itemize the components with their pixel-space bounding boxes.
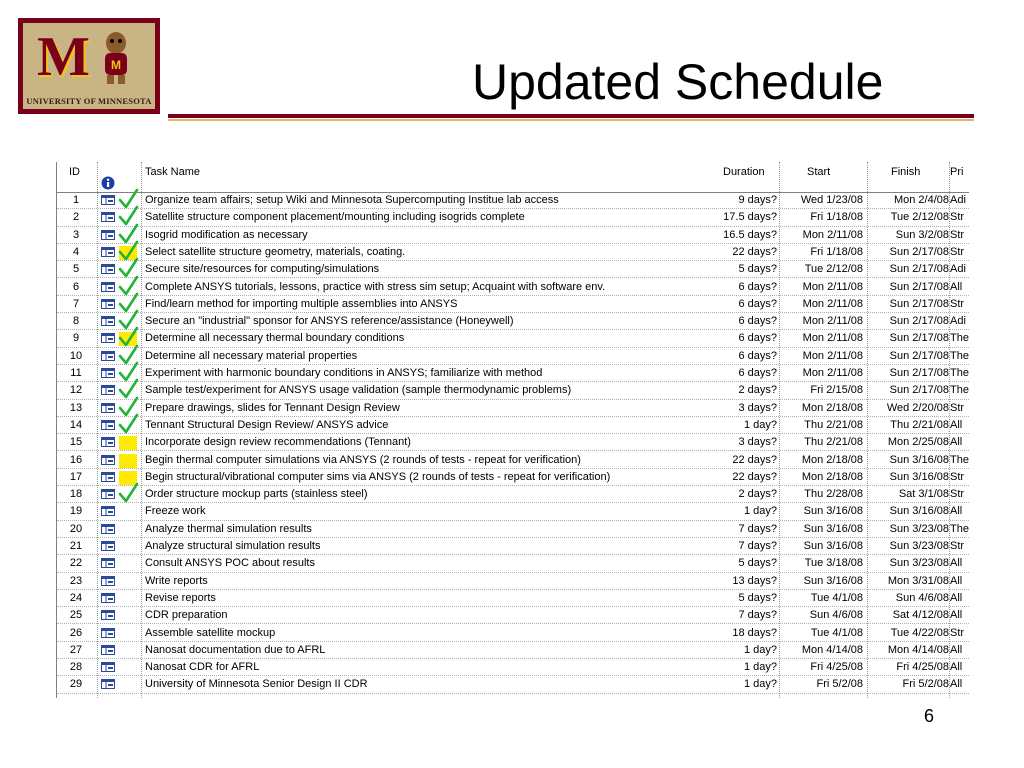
checkmark-icon — [117, 482, 139, 504]
task-duration: 7 days? — [738, 540, 777, 552]
task-name: CDR preparation — [145, 609, 228, 622]
task-duration: 7 days? — [738, 609, 777, 622]
task-duration: 6 days? — [738, 349, 777, 362]
task-start: Sun 3/16/08 — [803, 540, 863, 552]
task-priority: All — [950, 280, 963, 293]
header-priority: Pri — [950, 166, 964, 178]
task-finish: Sun 2/17/08 — [889, 315, 949, 328]
task-finish: Sun 2/17/08 — [889, 367, 949, 379]
table-row — [57, 279, 969, 296]
checkmark-icon — [117, 413, 139, 435]
task-table-icon — [101, 593, 115, 603]
task-priority: Str — [950, 245, 965, 258]
task-id: 28 — [69, 661, 83, 674]
task-finish: Mon 2/25/08 — [887, 436, 949, 449]
task-priority: The — [950, 367, 969, 379]
task-table-icon — [101, 385, 115, 395]
task-name: Begin thermal computer simulations via ANSYS (2 rounds of tests - repeat for verification) — [145, 453, 581, 466]
task-duration: 5 days? — [738, 263, 777, 276]
task-duration: 6 days? — [738, 367, 777, 379]
task-table-icon — [101, 576, 115, 586]
table-row — [57, 417, 969, 434]
title-divider — [168, 114, 974, 118]
task-table-icon — [101, 437, 115, 447]
task-priority: The — [950, 522, 969, 535]
task-id: 9 — [72, 332, 80, 345]
task-id: 1 — [72, 194, 80, 206]
task-duration: 3 days? — [738, 436, 777, 449]
logo-text: UNIVERSITY OF MINNESOTA — [26, 96, 152, 106]
task-finish: Sun 3/23/08 — [889, 522, 949, 535]
task-start: Mon 2/18/08 — [801, 470, 863, 483]
task-duration: 1 day? — [743, 678, 777, 691]
task-duration: 1 day? — [743, 643, 777, 656]
task-finish: Wed 2/20/08 — [886, 401, 949, 414]
task-priority: All — [950, 591, 963, 604]
task-start: Thu 2/21/08 — [804, 418, 863, 431]
task-duration: 9 days? — [738, 194, 777, 206]
task-table-icon — [101, 558, 115, 568]
task-table-icon — [101, 506, 115, 516]
task-duration: 3 days? — [738, 401, 777, 414]
task-id: 16 — [69, 453, 83, 466]
task-id: 17 — [69, 470, 83, 483]
table-row — [57, 642, 969, 659]
task-priority: Str — [950, 228, 965, 241]
task-priority: All — [950, 661, 963, 674]
task-start: Sun 3/16/08 — [803, 522, 863, 535]
task-start: Tue 4/1/08 — [810, 626, 863, 639]
task-finish: Sun 2/17/08 — [889, 263, 949, 276]
table-row — [57, 330, 969, 347]
table-row — [57, 296, 969, 313]
table-row — [57, 503, 969, 520]
in-progress-marker — [119, 454, 137, 468]
task-start: Mon 2/18/08 — [801, 453, 863, 466]
task-name: Assemble satellite mockup — [145, 626, 276, 639]
task-id: 7 — [72, 297, 80, 310]
task-finish: Fri 5/2/08 — [902, 678, 949, 691]
table-row — [57, 676, 969, 693]
task-name: Satellite structure component placement/mounting including isogrids complete — [145, 211, 525, 224]
table-row — [57, 434, 969, 451]
task-priority: Str — [950, 401, 965, 414]
schedule-table — [56, 162, 969, 698]
task-finish: Sun 3/23/08 — [889, 540, 949, 552]
task-start: Mon 2/11/08 — [802, 349, 863, 362]
task-duration: 6 days? — [738, 297, 777, 310]
task-duration: 22 days? — [732, 470, 777, 483]
task-name: Sample test/experiment for ANSYS usage validation (sample thermodynamic problems) — [145, 384, 572, 397]
task-name: Experiment with harmonic boundary conditions in ANSYS; familiarize with method — [145, 367, 543, 379]
task-start: Tue 2/12/08 — [804, 263, 863, 276]
task-start: Mon 2/11/08 — [802, 367, 863, 379]
task-priority: The — [950, 332, 969, 345]
task-table-icon — [101, 679, 115, 689]
task-id: 8 — [72, 315, 80, 328]
task-start: Sun 3/16/08 — [803, 574, 863, 587]
task-priority: Str — [950, 626, 965, 639]
task-finish: Tue 4/22/08 — [890, 626, 949, 639]
task-table-icon — [101, 264, 115, 274]
task-priority: Str — [950, 470, 965, 483]
task-duration: 22 days? — [732, 245, 777, 258]
task-priority: Str — [950, 211, 965, 224]
task-finish: Thu 2/21/08 — [890, 418, 949, 431]
task-duration: 18 days? — [732, 626, 777, 639]
table-row — [57, 590, 969, 607]
task-start: Thu 2/21/08 — [804, 436, 863, 449]
table-row — [57, 538, 969, 555]
task-duration: 1 day? — [743, 418, 777, 431]
svg-text:M: M — [111, 58, 121, 72]
task-priority: All — [950, 418, 963, 431]
task-duration: 1 day? — [743, 505, 777, 518]
task-name: Isogrid modification as necessary — [145, 228, 308, 241]
table-row — [57, 521, 969, 538]
task-duration: 13 days? — [732, 574, 777, 587]
task-duration: 2 days? — [738, 384, 777, 397]
task-start: Mon 4/14/08 — [801, 643, 863, 656]
task-finish: Sun 2/17/08 — [889, 332, 949, 345]
task-start: Fri 2/15/08 — [810, 384, 863, 397]
task-table-icon — [101, 645, 115, 655]
task-name: Nanosat CDR for AFRL — [145, 661, 260, 674]
task-start: Fri 1/18/08 — [810, 211, 863, 224]
task-table-icon — [101, 420, 115, 430]
task-duration: 16.5 days? — [723, 228, 777, 241]
task-name: Incorporate design review recommendations (Tennant) — [145, 436, 411, 449]
table-row — [57, 469, 969, 486]
task-start: Fri 1/18/08 — [810, 245, 863, 258]
task-start: Mon 2/18/08 — [801, 401, 863, 414]
task-duration: 2 days? — [738, 488, 777, 501]
task-finish: Mon 3/31/08 — [887, 574, 949, 587]
task-priority: Adi — [950, 263, 966, 276]
task-name: Consult ANSYS POC about results — [145, 557, 315, 570]
task-start: Mon 2/11/08 — [802, 228, 863, 241]
table-header — [57, 162, 969, 192]
task-duration: 5 days? — [738, 591, 777, 604]
header-finish: Finish — [891, 166, 921, 178]
task-finish: Tue 2/12/08 — [890, 211, 949, 224]
task-table-icon — [101, 610, 115, 620]
task-finish: Fri 4/25/08 — [896, 661, 949, 674]
task-priority: The — [950, 384, 969, 397]
task-table-icon — [101, 472, 115, 482]
task-id: 5 — [72, 263, 80, 276]
task-id: 2 — [72, 211, 80, 224]
task-finish: Sun 3/16/08 — [889, 505, 949, 518]
task-id: 18 — [69, 488, 83, 501]
task-name: Order structure mockup parts (stainless steel) — [145, 488, 368, 501]
in-progress-marker — [119, 436, 137, 450]
task-start: Sun 3/16/08 — [803, 505, 863, 518]
task-id: 12 — [69, 384, 83, 397]
task-priority: All — [950, 643, 963, 656]
task-priority: All — [950, 678, 963, 691]
maroon-m-icon: M — [37, 26, 84, 88]
task-id: 3 — [72, 228, 80, 241]
task-start: Fri 5/2/08 — [816, 678, 863, 691]
task-name: Find/learn method for importing multiple assemblies into ANSYS — [145, 297, 458, 310]
table-row — [57, 227, 969, 244]
task-name: Secure an "industrial" sponsor for ANSYS reference/assistance (Honeywell) — [145, 315, 514, 328]
task-name: Determine all necessary thermal boundary conditions — [145, 332, 405, 345]
task-priority: All — [950, 557, 963, 570]
task-id: 26 — [69, 626, 83, 639]
task-name: Complete ANSYS tutorials, lessons, practice with stress sim setup; Acquaint with software env. — [145, 280, 606, 293]
task-finish: Sun 2/17/08 — [889, 280, 949, 293]
table-row — [57, 209, 969, 226]
task-start: Tue 3/18/08 — [804, 557, 863, 570]
task-table-icon — [101, 628, 115, 638]
page-number: 6 — [924, 706, 935, 726]
task-name: Select satellite structure geometry, materials, coating. — [145, 245, 406, 258]
task-priority: Str — [950, 540, 965, 552]
task-name: University of Minnesota Senior Design II CDR — [145, 678, 368, 691]
task-priority: All — [950, 436, 963, 449]
task-finish: Sun 3/23/08 — [889, 557, 949, 570]
task-id: 10 — [69, 349, 83, 362]
header-id: ID — [69, 166, 80, 178]
header-start: Start — [807, 166, 831, 178]
header-task-name: Task Name — [145, 166, 201, 178]
task-duration: 1 day? — [743, 661, 777, 674]
table-row — [57, 486, 969, 503]
task-name: Determine all necessary material properties — [145, 349, 358, 362]
task-duration: 22 days? — [732, 453, 777, 466]
task-name: Nanosat documentation due to AFRL — [145, 643, 326, 656]
task-priority: Adi — [950, 315, 966, 328]
table-row — [57, 382, 969, 399]
task-start: Tue 4/1/08 — [810, 591, 863, 604]
task-finish: Sat 3/1/08 — [898, 488, 949, 501]
task-name: Analyze thermal simulation results — [145, 522, 312, 535]
task-table-icon — [101, 299, 115, 309]
table-row — [57, 244, 969, 261]
task-finish: Mon 2/4/08 — [893, 194, 949, 206]
task-table-icon — [101, 212, 115, 222]
task-finish: Sun 2/17/08 — [889, 245, 949, 258]
task-priority: All — [950, 505, 963, 518]
table-row — [57, 625, 969, 642]
task-id: 29 — [69, 678, 83, 691]
task-name: Begin structural/vibrational computer sims via ANSYS (2 rounds of tests - repeat for verification) — [145, 470, 611, 483]
task-duration: 17.5 days? — [723, 211, 777, 224]
task-start: Thu 2/28/08 — [804, 488, 863, 501]
task-duration: 6 days? — [738, 332, 777, 345]
task-finish: Sun 2/17/08 — [889, 297, 949, 310]
task-name: Prepare drawings, slides for Tennant Design Review — [145, 401, 400, 414]
task-table-icon — [101, 247, 115, 257]
task-table-icon — [101, 541, 115, 551]
gopher-mascot-icon — [95, 29, 137, 85]
task-table-icon — [101, 489, 115, 499]
task-priority: The — [950, 349, 969, 362]
task-name: Secure site/resources for computing/simulations — [145, 263, 380, 276]
title-divider-accent — [168, 119, 974, 121]
task-name: Freeze work — [145, 505, 206, 518]
task-table-icon — [101, 351, 115, 361]
task-table-icon — [101, 662, 115, 672]
task-priority: The — [950, 453, 969, 466]
table-row — [57, 400, 969, 417]
task-id: 6 — [72, 280, 80, 293]
task-priority: Str — [950, 488, 965, 501]
task-start: Fri 4/25/08 — [810, 661, 863, 674]
task-id: 22 — [69, 557, 83, 570]
task-table-icon — [101, 282, 115, 292]
task-finish: Sun 3/16/08 — [889, 470, 949, 483]
table-row — [57, 555, 969, 572]
task-id: 27 — [69, 643, 83, 656]
task-start: Mon 2/11/08 — [802, 280, 863, 293]
task-id: 24 — [69, 591, 83, 604]
task-finish: Sun 3/16/08 — [889, 453, 949, 466]
task-start: Wed 1/23/08 — [800, 194, 863, 206]
task-duration: 5 days? — [738, 557, 777, 570]
task-finish: Mon 4/14/08 — [887, 643, 949, 656]
table-row — [57, 365, 969, 382]
slide-title: Updated Schedule — [472, 54, 884, 110]
task-table-icon — [101, 333, 115, 343]
table-row — [57, 452, 969, 469]
task-finish: Sat 4/12/08 — [892, 609, 949, 622]
task-start: Mon 2/11/08 — [802, 315, 863, 328]
table-row — [57, 348, 969, 365]
table-row — [57, 659, 969, 676]
task-name: Tennant Structural Design Review/ ANSYS advice — [145, 418, 389, 431]
task-name: Organize team affairs; setup Wiki and Minnesota Supercomputing Institue lab access — [145, 194, 559, 206]
task-table-icon — [101, 230, 115, 240]
logo-panel — [21, 21, 157, 111]
task-table-icon — [101, 455, 115, 465]
task-start: Mon 2/11/08 — [802, 332, 863, 345]
task-table-icon — [101, 368, 115, 378]
task-priority: Str — [950, 297, 965, 310]
task-start: Sun 4/6/08 — [809, 609, 863, 622]
task-priority: All — [950, 609, 963, 622]
task-table-icon — [101, 195, 115, 205]
task-duration: 7 days? — [738, 522, 777, 535]
university-logo — [18, 18, 160, 114]
task-finish: Sun 2/17/08 — [889, 349, 949, 362]
task-id: 20 — [69, 522, 83, 535]
task-id: 21 — [69, 540, 83, 552]
task-id: 4 — [72, 245, 80, 258]
task-duration: 6 days? — [738, 315, 777, 328]
info-icon — [101, 176, 115, 190]
task-name: Revise reports — [145, 591, 216, 604]
task-finish: Sun 3/2/08 — [895, 228, 949, 241]
table-row — [57, 261, 969, 278]
task-table-icon — [101, 524, 115, 534]
task-id: 14 — [69, 418, 83, 431]
task-id: 15 — [69, 436, 83, 449]
table-row — [57, 313, 969, 330]
header-duration: Duration — [723, 166, 765, 178]
task-start: Mon 2/11/08 — [802, 297, 863, 310]
task-finish: Sun 2/17/08 — [889, 384, 949, 397]
task-name: Analyze structural simulation results — [145, 540, 321, 552]
task-id: 11 — [70, 367, 82, 379]
task-name: Write reports — [145, 574, 208, 587]
table-row — [57, 607, 969, 624]
table-row — [57, 192, 969, 209]
task-table-icon — [101, 316, 115, 326]
task-id: 23 — [69, 574, 83, 587]
task-priority: Adi — [950, 194, 966, 206]
task-finish: Sun 4/6/08 — [895, 591, 949, 604]
task-duration: 6 days? — [738, 280, 777, 293]
task-priority: All — [950, 574, 963, 587]
task-id: 13 — [69, 401, 83, 414]
table-row — [57, 573, 969, 590]
task-id: 25 — [69, 609, 83, 622]
task-table-icon — [101, 403, 115, 413]
task-id: 19 — [69, 505, 83, 518]
